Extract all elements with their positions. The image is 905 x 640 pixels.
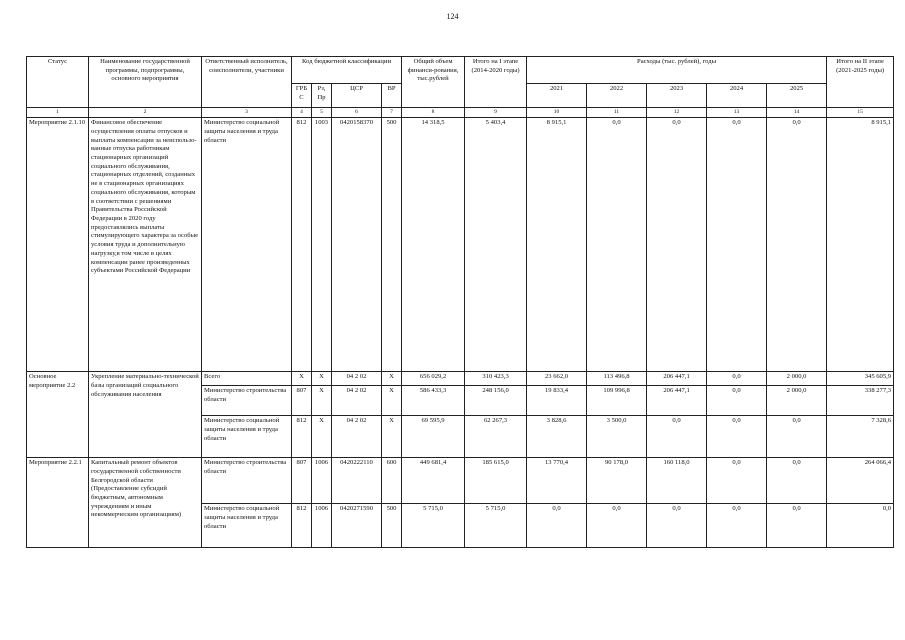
row-2023: 206 447,1 xyxy=(647,386,707,416)
header-csr: ЦСР xyxy=(332,84,382,108)
row-responsible: Министерство строительства области xyxy=(202,458,292,504)
row-responsible: Министерство социальной защиты населения и труда области xyxy=(202,416,292,458)
row-stage1: 62 267,3 xyxy=(465,416,527,458)
row-responsible: Министерство социальной защиты населения и труда области xyxy=(202,504,292,548)
row-2024: 0,0 xyxy=(707,386,767,416)
row-vr: 600 xyxy=(382,458,402,504)
row-csr: 0420222110 xyxy=(332,458,382,504)
row-2023: 160 118,0 xyxy=(647,458,707,504)
row-total: 656 029,2 xyxy=(402,372,465,386)
column-number: 12 xyxy=(647,108,707,118)
row-2025: 0,0 xyxy=(767,416,827,458)
row-responsible: Министерство строительства области xyxy=(202,386,292,416)
row-name: Укрепление материально-технической базы организаций социального обслуживания населения xyxy=(89,372,202,458)
row-rzpr: X xyxy=(312,372,332,386)
row-responsible: Министерство социальной защиты населения и труда области xyxy=(202,118,292,372)
row-vr: 500 xyxy=(382,504,402,548)
header-name: Наименование государственной программы, подпрограммы, основного мероприятия xyxy=(89,57,202,108)
row-csr: 0420158370 xyxy=(332,118,382,372)
row-2024: 0,0 xyxy=(707,416,767,458)
row-stage2: 264 066,4 xyxy=(827,458,894,504)
row-vr: X xyxy=(382,372,402,386)
row-rzpr: 1006 xyxy=(312,504,332,548)
row-csr: 0420271590 xyxy=(332,504,382,548)
row-grbs: 812 xyxy=(292,504,312,548)
row-stage2: 0,0 xyxy=(827,504,894,548)
row-grbs: 812 xyxy=(292,118,312,372)
row-status: Основное мероприятие 2.2 xyxy=(27,372,89,458)
row-2023: 0,0 xyxy=(647,416,707,458)
column-number: 6 xyxy=(332,108,382,118)
header-total-stage1: Итого на I этапе (2014-2020 годы) xyxy=(465,57,527,108)
column-number: 7 xyxy=(382,108,402,118)
row-rzpr: 1003 xyxy=(312,118,332,372)
column-number: 11 xyxy=(587,108,647,118)
row-total: 586 433,3 xyxy=(402,386,465,416)
row-2022: 113 496,8 xyxy=(587,372,647,386)
row-2025: 2 000,0 xyxy=(767,386,827,416)
row-2023: 0,0 xyxy=(647,118,707,372)
table-row xyxy=(27,118,894,372)
row-stage2: 7 328,6 xyxy=(827,416,894,458)
table-row xyxy=(27,458,894,504)
header-year-2025: 2025 xyxy=(767,84,827,108)
row-total: 449 681,4 xyxy=(402,458,465,504)
row-2025: 2 000,0 xyxy=(767,372,827,386)
row-vr: X xyxy=(382,386,402,416)
row-responsible: Всего xyxy=(202,372,292,386)
row-rzpr: 1006 xyxy=(312,458,332,504)
row-2024: 0,0 xyxy=(707,118,767,372)
header-grbs: ГРБ С xyxy=(292,84,312,108)
row-total: 14 318,5 xyxy=(402,118,465,372)
row-csr: 04 2 02 xyxy=(332,416,382,458)
row-name: Финансовое обеспечение осуществления оплаты отпусков и выплаты компенсации за неиспользо-ванные отпуска работникам стационарных организаций социального обслуживания, стационарных отделений, созданных не в стационарных организациях социального обслуживания, которым в соответствии с решениями Правительства Российской Федерации в 2020 году предоставлялись выплаты стимулирующего характера за особые условия труда и дополнительную нагрузку,в том числе в целях компенсации ранее произведенных субъектами Российской Федерации xyxy=(89,118,202,372)
row-2025: 0,0 xyxy=(767,458,827,504)
column-number: 5 xyxy=(312,108,332,118)
header-total-stage2: Итого на II этапе (2021-2025 годы) xyxy=(827,57,894,108)
header-budget-code: Код бюджетной классификации xyxy=(292,57,402,84)
row-rzpr: X xyxy=(312,386,332,416)
row-csr: 04 2 02 xyxy=(332,386,382,416)
header-vr: ВР xyxy=(382,84,402,108)
row-total: 5 715,0 xyxy=(402,504,465,548)
row-stage1: 248 156,0 xyxy=(465,386,527,416)
row-2023: 0,0 xyxy=(647,504,707,548)
column-number: 1 xyxy=(27,108,89,118)
row-2024: 0,0 xyxy=(707,504,767,548)
header-year-2023: 2023 xyxy=(647,84,707,108)
row-2024: 0,0 xyxy=(707,372,767,386)
row-grbs: 807 xyxy=(292,458,312,504)
row-grbs: 812 xyxy=(292,416,312,458)
row-total: 69 595,9 xyxy=(402,416,465,458)
row-vr: 500 xyxy=(382,118,402,372)
row-2022: 3 500,0 xyxy=(587,416,647,458)
column-number: 15 xyxy=(827,108,894,118)
row-2022: 90 178,0 xyxy=(587,458,647,504)
row-2025: 0,0 xyxy=(767,504,827,548)
row-2021: 3 828,6 xyxy=(527,416,587,458)
row-stage2: 345 605,9 xyxy=(827,372,894,386)
row-stage2: 8 915,1 xyxy=(827,118,894,372)
header-rzpr: Рз, Пр xyxy=(312,84,332,108)
row-2022: 0,0 xyxy=(587,504,647,548)
row-2025: 0,0 xyxy=(767,118,827,372)
column-number-row xyxy=(27,108,894,118)
table-row xyxy=(27,372,894,386)
row-csr: 04 2 02 xyxy=(332,372,382,386)
column-number: 8 xyxy=(402,108,465,118)
header-year-2021: 2021 xyxy=(527,84,587,108)
row-2022: 109 996,8 xyxy=(587,386,647,416)
column-number: 3 xyxy=(202,108,292,118)
budget-table xyxy=(26,56,894,548)
column-number: 13 xyxy=(707,108,767,118)
row-stage1: 5 403,4 xyxy=(465,118,527,372)
header-year-2022: 2022 xyxy=(587,84,647,108)
row-grbs: X xyxy=(292,372,312,386)
row-2021: 8 915,1 xyxy=(527,118,587,372)
header-status: Статус xyxy=(27,57,89,108)
column-number: 2 xyxy=(89,108,202,118)
row-name: Капитальный ремонт объектов государственной собственности Белгородской области (Предоставление субсидий бюджетным, автономным учреждениям и иным некоммерческим организациям) xyxy=(89,458,202,548)
column-number: 14 xyxy=(767,108,827,118)
column-number: 10 xyxy=(527,108,587,118)
row-status: Мероприятие 2.2.1 xyxy=(27,458,89,548)
column-number: 9 xyxy=(465,108,527,118)
header-year-2024: 2024 xyxy=(707,84,767,108)
row-2021: 19 833,4 xyxy=(527,386,587,416)
row-2021: 23 662,0 xyxy=(527,372,587,386)
header-total-volume: Общий объем финанси-рования, тыс.рублей xyxy=(402,57,465,108)
row-2021: 0,0 xyxy=(527,504,587,548)
row-stage1: 185 615,0 xyxy=(465,458,527,504)
row-2021: 13 770,4 xyxy=(527,458,587,504)
header-expenses: Расходы (тыс. рублей), годы xyxy=(527,57,827,84)
row-2022: 0,0 xyxy=(587,118,647,372)
row-2024: 0,0 xyxy=(707,458,767,504)
row-stage2: 338 277,3 xyxy=(827,386,894,416)
page-number: 124 xyxy=(446,12,459,21)
row-vr: X xyxy=(382,416,402,458)
header-responsible: Ответственный исполнитель, соисполнители, участники xyxy=(202,57,292,108)
column-number: 4 xyxy=(292,108,312,118)
row-status: Мероприятие 2.1.10 xyxy=(27,118,89,372)
row-grbs: 807 xyxy=(292,386,312,416)
row-rzpr: X xyxy=(312,416,332,458)
row-stage1: 310 423,3 xyxy=(465,372,527,386)
row-stage1: 5 715,0 xyxy=(465,504,527,548)
row-2023: 206 447,1 xyxy=(647,372,707,386)
